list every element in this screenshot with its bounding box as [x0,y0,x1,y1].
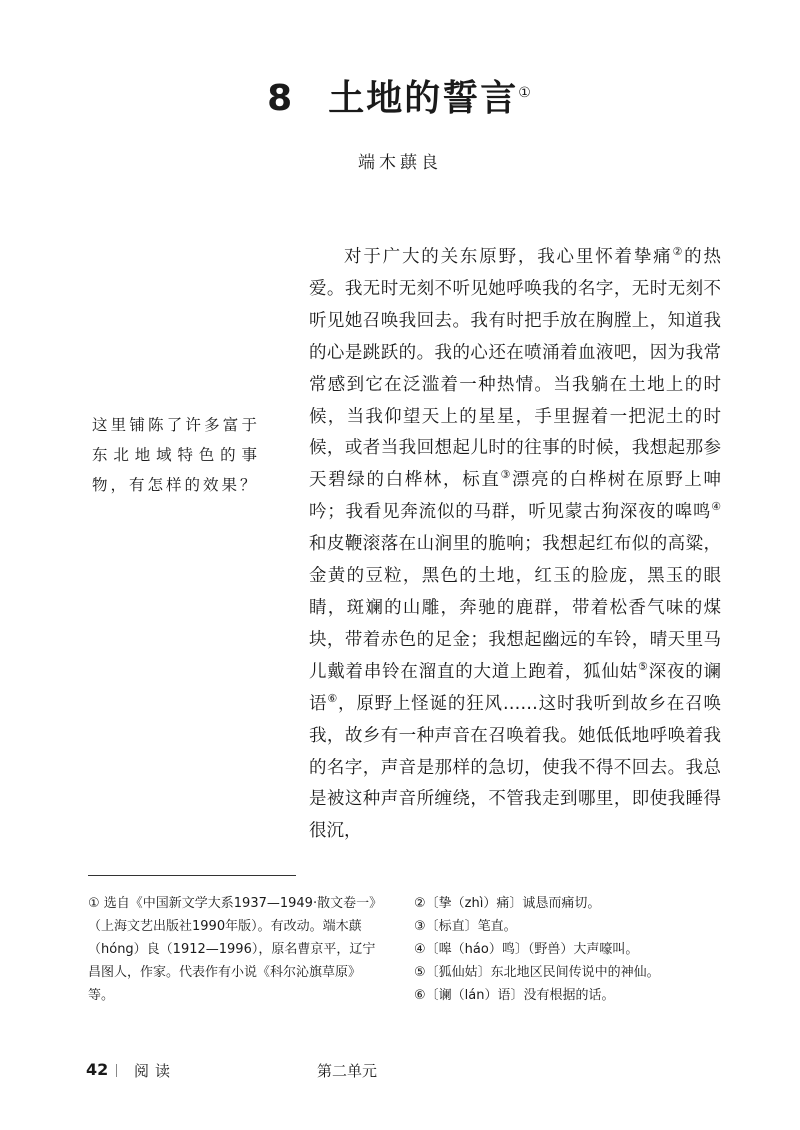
footnote-item: ④〔嗥（háo）鸣〕（野兽）大声嚎叫。 [414,942,639,957]
footer-separator [116,1064,117,1077]
footnote-mark: ④ [711,500,721,514]
footnote-item: ③〔标直〕笔直。 [414,919,517,934]
page-number: 42 [86,1060,109,1079]
unit-label: 第二单元 [317,1062,378,1080]
lesson-title [0,70,800,121]
footnote-list [414,892,734,1007]
text-run: 深夜的谰语 [309,661,721,714]
title-footnote-mark: ① [518,85,533,101]
footnote-item: ②〔挚（zhì）痛〕诚恳而痛切。 [414,896,601,911]
lesson-number: 8 [267,78,295,119]
book-label: 阅读 [134,1062,177,1080]
footnote-mark: ③ [500,468,513,482]
author-name: 端木蕻良 [358,153,442,173]
footnote-mark: ⑥ [327,691,339,705]
footnote-mark: ⑤ [638,659,649,673]
footnote-item: ⑤〔狐仙姑〕东北地区民间传说中的神仙。 [414,965,660,980]
text-run: 漂亮的白桦树在原野上呻吟；我看见奔流似的马群，听见蒙古狗深夜的嗥鸣 [309,470,722,523]
footnote-item: ⑥〔谰（lán）语〕没有根据的话。 [414,988,615,1003]
text-run: 的热爱。我无时无刻不听见她呼唤我的名字，无时无刻不听见她召唤我回去。我有时把手放在胸膛上，知道我的心是跳跃的。我的心还在喷涌着血液吧，因为我常常感到它在泛滥着一种热情。当我躺在土地上的时候，当我仰望天上的星星，手里握着一把泥土的时候，或者当我回想起儿时的往事的时候，我想起那参天碧绿的白桦林，标直 [309,247,721,491]
footnote-source: ① 选自《中国新文学大系1937—1949·散文卷一》（上海文艺出版社1990年版）。有改动。端木蕻（hóng）良（1912—1996），原名曹京平，辽宁昌图人，作家。代表作有小说《科尔沁旗草原》等。 [88,896,383,1003]
body-paragraph [309,242,721,848]
margin-note: 这里铺陈了许多富于东北地域特色的事物，有怎样的效果？ [92,416,260,494]
text-run: 对于广大的关东原野，我心里怀着挚痛 [344,247,673,267]
text-run: ，原野上怪诞的狂风……这时我听到故乡在召唤我，故乡有一种声音在召唤着我。她低低地呼唤着我的名字，声音是那样的急切，使我不得不回去。我总是被这种声音所缠绕，不管我走到哪里，即使我睡得很沉， [309,693,722,842]
title-text: 土地的誓言 [328,78,519,119]
footnote-divider [88,875,296,876]
text-run: 和皮鞭滚落在山涧里的脆响；我想起红布似的高粱，金黄的豆粒，黑色的土地，红玉的脸庞，黑玉的眼睛，斑斓的山雕，奔驰的鹿群，带着松香气味的煤块，带着赤色的足金；我想起幽远的车铃，晴天里马儿戴着串铃在溜直的大道上跑着，狐仙姑 [309,534,721,682]
main-text [309,242,721,848]
page-footer [0,1060,800,1084]
footnote-mark: ② [672,245,685,259]
